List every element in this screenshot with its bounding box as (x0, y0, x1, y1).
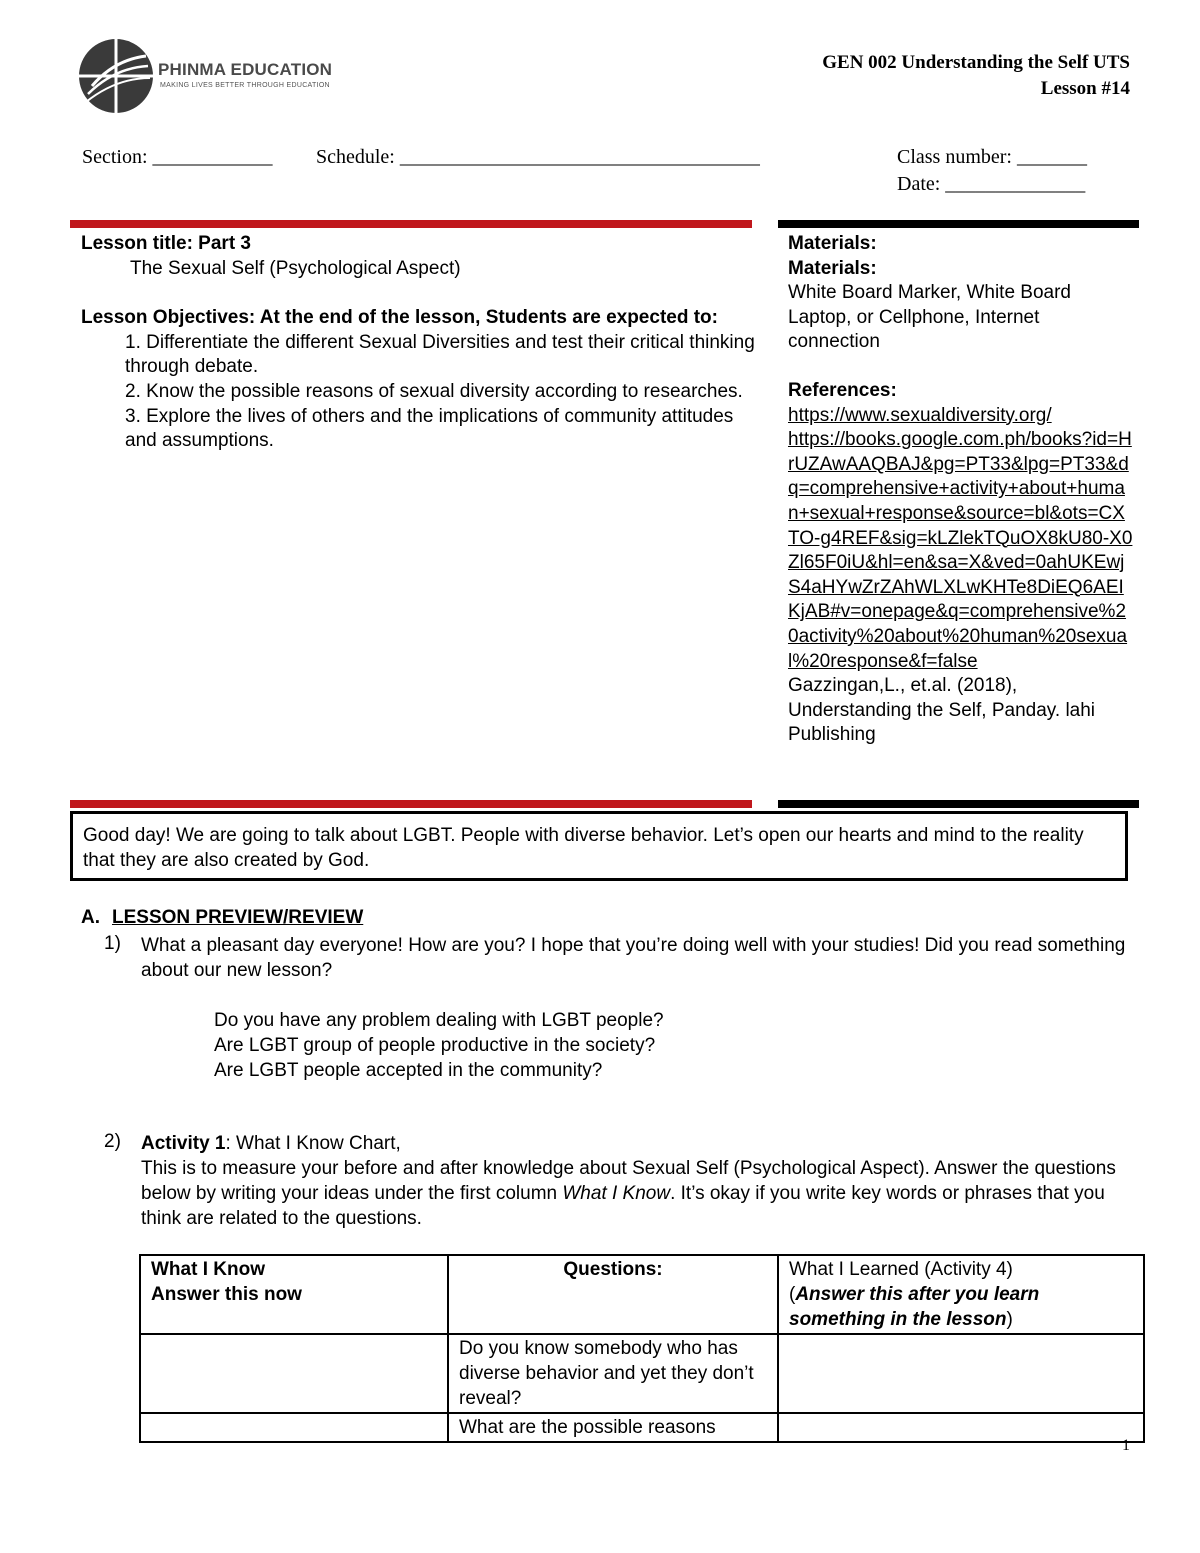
divider-black-top (778, 220, 1139, 228)
header-what-i-learned-sub: Answer this after you learn something in the lesson (789, 1284, 1040, 1330)
header-what-i-know-title: What I Know (151, 1259, 265, 1280)
schedule-field[interactable]: Schedule: ____________________________________ (316, 146, 760, 168)
section-a-letter: A. (81, 907, 100, 928)
list-item (214, 1033, 664, 1058)
references-label: References: (788, 379, 897, 401)
objective-item: 2. Know the possible reasons of sexual diversity according to researches. (125, 380, 743, 402)
header-what-i-learned-title: What I Learned (Activity 4) (789, 1259, 1013, 1280)
page-number: 1 (1122, 1437, 1130, 1454)
header-what-i-know (140, 1255, 448, 1334)
course-title: GEN 002 Understanding the Self UTS (822, 52, 1130, 73)
divider-red-top (70, 220, 752, 228)
question-cell: What are the possible reasons (448, 1413, 778, 1442)
date-field[interactable]: Date: ______________ (897, 173, 1086, 195)
header-what-i-learned: What I Learned (Activity 4) (Answer this after you learn something in the lesson) (778, 1255, 1144, 1334)
lesson-title: The Sexual Self (Psychological Aspect) (130, 257, 461, 279)
item-1-number: 1) (104, 933, 121, 954)
answer-learned-cell[interactable] (778, 1334, 1144, 1413)
materials-list: White Board Marker, White Board Laptop, or Cellphone, Internet connection (788, 282, 1071, 353)
objective-item: 1. Differentiate the different Sexual Diversities and test their critical thinking through debate. (125, 331, 755, 378)
activity-label: Activity 1 (141, 1133, 226, 1154)
answer-learned-cell[interactable] (778, 1413, 1144, 1442)
lesson-number: Lesson #14 (1040, 78, 1130, 99)
objectives-list (81, 331, 761, 454)
reference-book: Gazzingan,L., et.al. (2018), Understanding the Self, Panday. lahi Publishing (788, 675, 1096, 746)
divider-black-bottom (778, 800, 1139, 808)
header-questions: Questions: (448, 1255, 778, 1334)
activity-desc-a: This is to measure your before and after knowledge about Sexual Self (Psychological Aspect). Answer the questions below by writing your ideas under the first column (141, 1158, 1116, 1204)
question-text: Are LGBT group of people productive in the society? (214, 1035, 656, 1056)
what-i-know-chart (139, 1254, 1145, 1443)
question-cell: Do you know somebody who has diverse behavior and yet they don’t reveal? (448, 1334, 778, 1413)
answer-know-cell[interactable] (140, 1334, 448, 1413)
lesson-info (81, 232, 761, 454)
section-field[interactable]: Section: ____________ (82, 146, 273, 168)
materials-label-2: Materials: (788, 257, 877, 279)
materials-references (788, 232, 1133, 748)
question-text: Do you have any problem dealing with LGBT people? (214, 1010, 664, 1031)
header-what-i-know-sub: Answer this now (151, 1284, 302, 1305)
divider-red-bottom (70, 800, 752, 808)
materials-label: Materials: (788, 233, 877, 254)
activity-desc-em: What I Know (562, 1183, 671, 1204)
logo-name: PHINMA EDUCATION (158, 60, 333, 79)
logo-tagline: MAKING LIVES BETTER THROUGH EDUCATION (160, 82, 330, 89)
item-2-text (141, 1131, 1131, 1231)
activity-title: : What I Know Chart, (225, 1133, 401, 1154)
list-item (214, 1008, 664, 1033)
reference-link-google-books[interactable]: https://books.google.com.ph/books?id=HrUZAwAAQBAJ&pg=PT33&lpg=PT33&dq=comprehensive+activity+about+human+sexual+response&source=bl&ots=CXTO-g4REF&sig=kLZlekTQuOX8kU80-X0Zl65F0iU&hl=en&sa=X&ved=0ahUKEwjS4aHYwZrZAhWLXLwKHTe8DiEQ6AEIKjAB#v=onepage&q=comprehensive%20activity%20about%20human%20sexual%20response&f=false (788, 429, 1133, 672)
answer-know-cell[interactable] (140, 1413, 448, 1442)
preview-questions (214, 1008, 664, 1083)
objectives-label: Lesson Objectives: At the end of the lesson, Students are expected to: (81, 307, 718, 329)
item-2-number: 2) (104, 1131, 121, 1152)
objective-item: 3. Explore the lives of others and the implications of community attitudes and assumptions. (125, 405, 734, 452)
reference-link-sexualdiversity[interactable]: https://www.sexualdiversity.org/ (788, 404, 1052, 426)
activity-desc-b: . It’s okay if you write key words or phrases that you think are related to the questions. (141, 1183, 1105, 1229)
section-a-title: LESSON PREVIEW/REVIEW (112, 907, 364, 928)
class-number-field[interactable]: Class number: _______ (897, 146, 1087, 168)
item-1-text: What a pleasant day everyone! How are you? I hope that you’re doing well with your studies! Did you read something about our new lesson? (141, 935, 1126, 981)
table-row (140, 1334, 1144, 1413)
section-a-heading (81, 907, 363, 929)
table-header-row (140, 1255, 1144, 1334)
intro-box: Good day! We are going to talk about LGBT. People with diverse behavior. Let’s open our hearts and mind to the reality that they are also created by God. (70, 811, 1128, 881)
question-text: Are LGBT people accepted in the community? (214, 1060, 603, 1081)
list-item (214, 1058, 664, 1083)
lesson-title-label: Lesson title: Part 3 (81, 233, 251, 254)
table-row (140, 1413, 1144, 1442)
